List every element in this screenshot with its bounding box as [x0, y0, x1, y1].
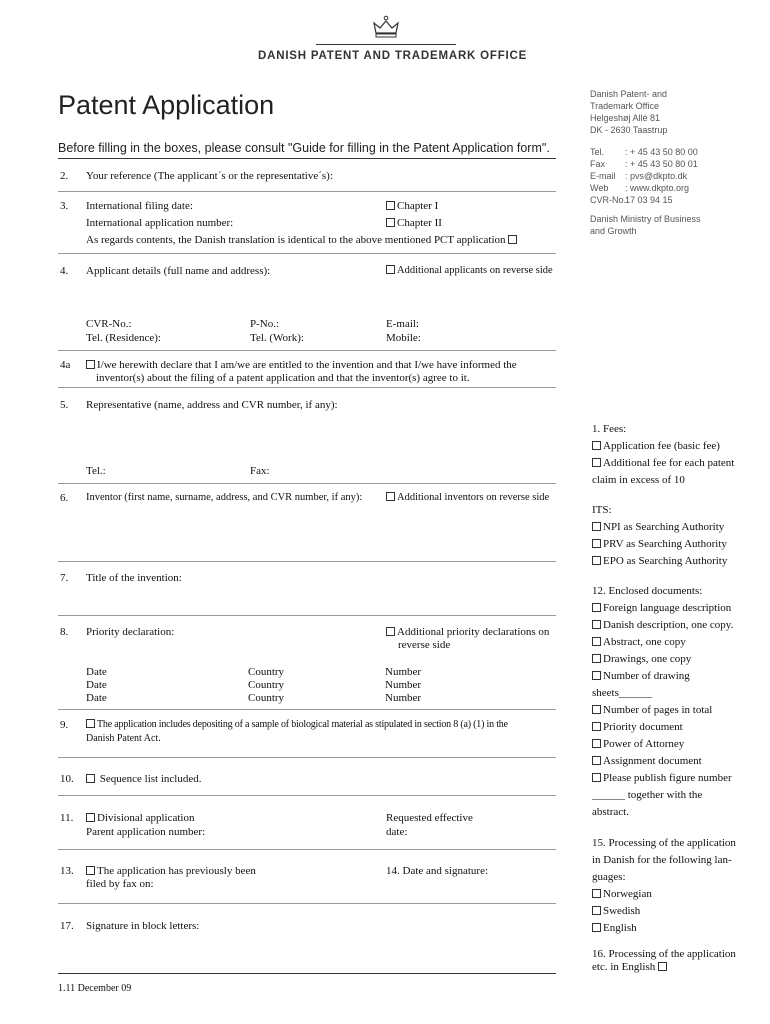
mobile-label: Mobile: [386, 332, 421, 344]
office-name-header: DANISH PATENT AND TRADEMARK OFFICE [258, 50, 528, 62]
tel-residence-label: Tel. (Residence): [86, 332, 161, 344]
chapter-2-checkbox[interactable]: Chapter II [386, 217, 442, 229]
representative-label: Representative (name, address and CVR number, if any): [86, 399, 338, 411]
additional-priority-checkbox[interactable]: Additional priority declarations on [386, 626, 549, 638]
priority-number-label: Number [385, 666, 422, 678]
biological-material-checkbox[interactable]: The application includes depositing of a sample of biological material as stipulated in section 8 (a) (1) in the [86, 719, 508, 730]
intl-filing-date-label: International filing date: [86, 200, 193, 212]
section-number: 11. [60, 812, 74, 824]
cvr-no-label: CVR-No.: [86, 318, 132, 330]
its-title: ITS: [592, 504, 612, 516]
application-fee-checkbox[interactable]: Application fee (basic fee) [592, 440, 720, 452]
its-epo-checkbox[interactable]: EPO as Searching Authority [592, 555, 727, 567]
office-address: Danish Patent- and Trademark Office Helgeshøj Allé 81 DK - 2630 Taastrup [590, 89, 668, 135]
biological-material-text: Danish Patent Act. [86, 733, 161, 744]
processing-english-checkbox[interactable]: etc. in English [592, 961, 669, 973]
invention-title-label: Title of the invention: [86, 572, 182, 584]
section-number: 6. [60, 492, 69, 504]
section-number: 13. [60, 865, 74, 877]
tel-work-label: Tel. (Work): [250, 332, 304, 344]
filed-by-fax-checkbox[interactable]: The application has previously been [86, 865, 256, 877]
doc-drawing-sheets-text: sheets______ [592, 687, 652, 699]
priority-declaration-label: Priority declaration: [86, 626, 175, 638]
sequence-list-checkbox[interactable]: Sequence list included. [86, 773, 201, 785]
section-number: 17. [60, 920, 74, 932]
section-number: 7. [60, 572, 69, 584]
instruction-text: Before filling in the boxes, please consult "Guide for filling in the Patent Application form". [58, 141, 550, 155]
section-number: 5. [60, 399, 69, 411]
intl-app-number-label: International application number: [86, 217, 234, 229]
priority-number-label: Number [385, 692, 422, 704]
additional-priority-text: reverse side [398, 639, 451, 651]
doc-assignment-checkbox[interactable]: Assignment document [592, 755, 702, 767]
processing-english-label: 16. Processing of the application [592, 948, 736, 960]
processing-title: guages: [592, 871, 626, 883]
tel-label: Tel.: [86, 465, 106, 477]
additional-fee-text: claim in excess of 10 [592, 474, 685, 486]
office-contact-labels: Tel. Fax E-mail Web CVR-No.: [590, 147, 629, 205]
section-number: 10. [60, 773, 74, 785]
priority-country-label: Country [248, 666, 285, 678]
inventor-label: Inventor (first name, surname, address, and CVR number, if any): [86, 492, 363, 503]
doc-foreign-description-checkbox[interactable]: Foreign language description [592, 602, 731, 614]
section-number: 9. [60, 719, 69, 731]
chapter-1-checkbox[interactable]: Chapter I [386, 200, 438, 212]
processing-title: 15. Processing of the application [592, 837, 736, 849]
its-prv-checkbox[interactable]: PRV as Searching Authority [592, 538, 727, 550]
additional-applicants-checkbox[interactable]: Additional applicants on reverse side [386, 265, 553, 276]
date-signature-label: 14. Date and signature: [386, 865, 489, 877]
doc-publish-figure-checkbox[interactable]: Please publish figure number [592, 772, 732, 784]
footer-version: 1.11 December 09 [58, 983, 132, 994]
doc-publish-figure-text: abstract. [592, 806, 629, 818]
doc-pages-total-checkbox[interactable]: Number of pages in total [592, 704, 712, 716]
enclosed-documents-title: 12. Enclosed documents: [592, 585, 703, 597]
p-no-label: P-No.: [250, 318, 280, 330]
fax-label: Fax: [250, 465, 270, 477]
doc-priority-document-checkbox[interactable]: Priority document [592, 721, 683, 733]
entitlement-declaration-text: inventor(s) about the filing of a patent application and that the inventor(s) agree to it. [96, 372, 470, 384]
section-number: 3. [60, 200, 69, 212]
entitlement-declaration-checkbox[interactable]: I/we herewith declare that I am/we are entitled to the invention and that I/we have informed the [86, 359, 517, 371]
additional-fee-checkbox[interactable]: Additional fee for each patent [592, 457, 734, 469]
lang-english-checkbox[interactable]: English [592, 922, 637, 934]
page-title: Patent Application [58, 90, 275, 120]
section-number: 4. [60, 265, 69, 277]
priority-date-label: Date [86, 692, 107, 704]
priority-country-label: Country [248, 679, 285, 691]
lang-swedish-checkbox[interactable]: Swedish [592, 905, 640, 917]
requested-effective-date-label: Requested effective [386, 812, 473, 824]
fees-title: 1. Fees: [592, 423, 627, 435]
requested-effective-date-label: date: [386, 826, 408, 838]
doc-danish-description-checkbox[interactable]: Danish description, one copy. [592, 619, 733, 631]
translation-identical-checkbox[interactable]: As regards contents, the Danish translation is identical to the above mentioned PCT application [86, 234, 519, 246]
signature-block-letters-label: Signature in block letters: [86, 920, 200, 932]
ministry-text: Danish Ministry of Business and Growth [590, 214, 701, 236]
priority-country-label: Country [248, 692, 285, 704]
crown-logo-icon [372, 15, 400, 39]
additional-inventors-checkbox[interactable]: Additional inventors on reverse side [386, 492, 549, 503]
parent-app-number-label: Parent application number: [86, 826, 206, 838]
its-npi-checkbox[interactable]: NPI as Searching Authority [592, 521, 724, 533]
applicant-details-label: Applicant details (full name and address): [86, 265, 271, 277]
office-contact-values: : + 45 43 50 80 00 : + 45 43 50 80 01 : pvs@dkpto.dk : www.dkpto.org 17 03 94 15 [625, 147, 698, 205]
doc-publish-figure-text: ______ together with the [592, 789, 703, 801]
doc-power-of-attorney-checkbox[interactable]: Power of Attorney [592, 738, 684, 750]
section-number: 2. [60, 170, 69, 182]
doc-abstract-checkbox[interactable]: Abstract, one copy [592, 636, 686, 648]
section-number: 4a [60, 359, 71, 371]
doc-drawing-sheets-checkbox[interactable]: Number of drawing [592, 670, 690, 682]
priority-number-label: Number [385, 679, 422, 691]
filed-by-fax-text: filed by fax on: [86, 878, 154, 890]
processing-title: in Danish for the following lan- [592, 854, 732, 866]
priority-date-label: Date [86, 679, 107, 691]
your-reference-label: Your reference (The applicant´s or the representative´s): [86, 170, 333, 182]
priority-date-label: Date [86, 666, 107, 678]
doc-drawings-checkbox[interactable]: Drawings, one copy [592, 653, 691, 665]
email-label: E-mail: [386, 318, 419, 330]
lang-norwegian-checkbox[interactable]: Norwegian [592, 888, 652, 900]
divisional-application-checkbox[interactable]: Divisional application [86, 812, 194, 824]
section-number: 8. [60, 626, 69, 638]
